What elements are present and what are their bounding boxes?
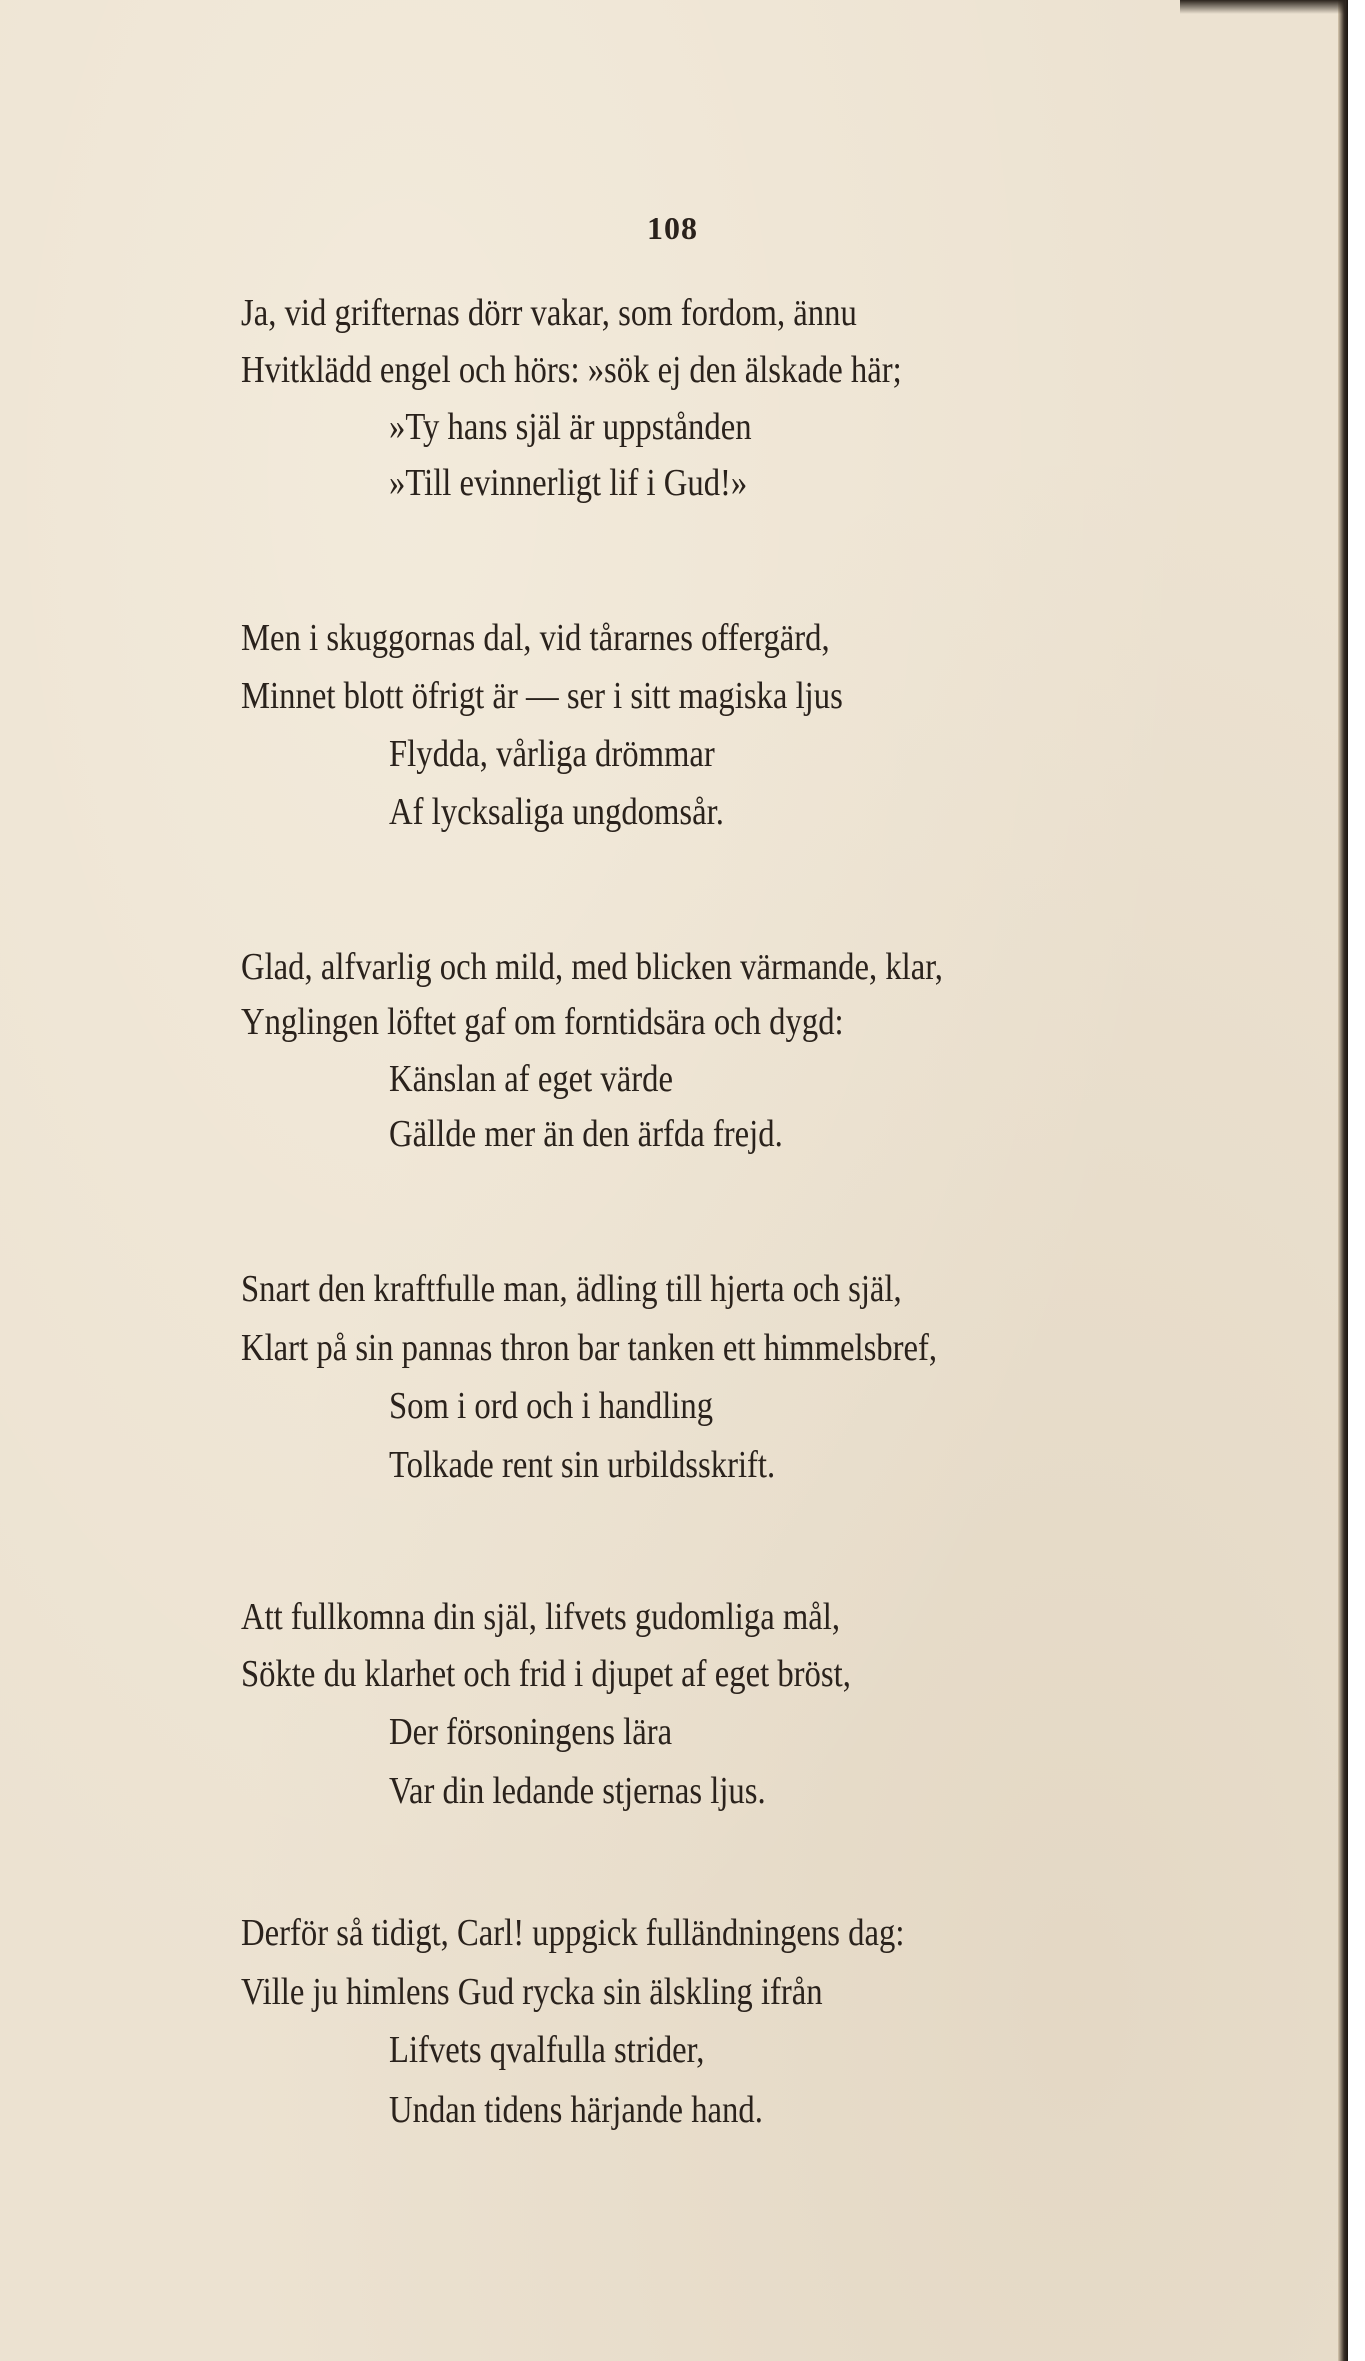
verse-line: Flydda, vårliga drömmar [389, 733, 715, 775]
verse-line: Ynglingen löftet gaf om forntidsära och dygd: [241, 1001, 844, 1043]
verse-line: Att fullkomna din själ, lifvets gudomliga mål, [241, 1596, 841, 1638]
page-edge [1338, 0, 1348, 2361]
verse-line: Men i skuggornas dal, vid tårarnes offergärd, [241, 617, 830, 659]
verse-line: Ja, vid grifternas dörr vakar, som fordom, ännu [241, 292, 857, 334]
verse-line: Snart den kraftfulle man, ädling till hjerta och själ, [241, 1268, 902, 1310]
verse-line: Var din ledande stjernas ljus. [389, 1770, 766, 1812]
page-number: 108 [647, 210, 698, 246]
verse-line: Undan tidens härjande hand. [389, 2089, 763, 2131]
verse-line: Hvitklädd engel och hörs: »sök ej den älskade här; [241, 349, 902, 391]
verse-line: Af lycksaliga ungdomsår. [389, 791, 724, 833]
verse-line: »Till evinnerligt lif i Gud!» [389, 462, 748, 504]
verse-line: Minnet blott öfrigt är — ser i sitt magiska ljus [241, 675, 843, 717]
verse-line: Ville ju himlens Gud rycka sin älskling ifrån [241, 1971, 823, 2013]
verse-line: Klart på sin pannas thron bar tanken ett himmelsbref, [241, 1327, 938, 1369]
verse-line: Der försoningens lära [389, 1711, 673, 1753]
verse-line: Gällde mer än den ärfda frejd. [389, 1113, 783, 1155]
verse-line: Tolkade rent sin urbildsskrift. [389, 1444, 776, 1486]
verse-line: Glad, alfvarlig och mild, med blicken värmande, klar, [241, 946, 943, 988]
verse-line: Känslan af eget värde [389, 1058, 673, 1100]
page-shadow [1180, 0, 1345, 14]
verse-line: Lifvets qvalfulla strider, [389, 2029, 705, 2071]
verse-line: »Ty hans själ är uppstånden [389, 406, 752, 448]
verse-line: Som i ord och i handling [389, 1385, 714, 1427]
verse-line: Sökte du klarhet och frid i djupet af eget bröst, [241, 1653, 851, 1695]
verse-line: Derför så tidigt, Carl! uppgick fulländningens dag: [241, 1912, 905, 1954]
